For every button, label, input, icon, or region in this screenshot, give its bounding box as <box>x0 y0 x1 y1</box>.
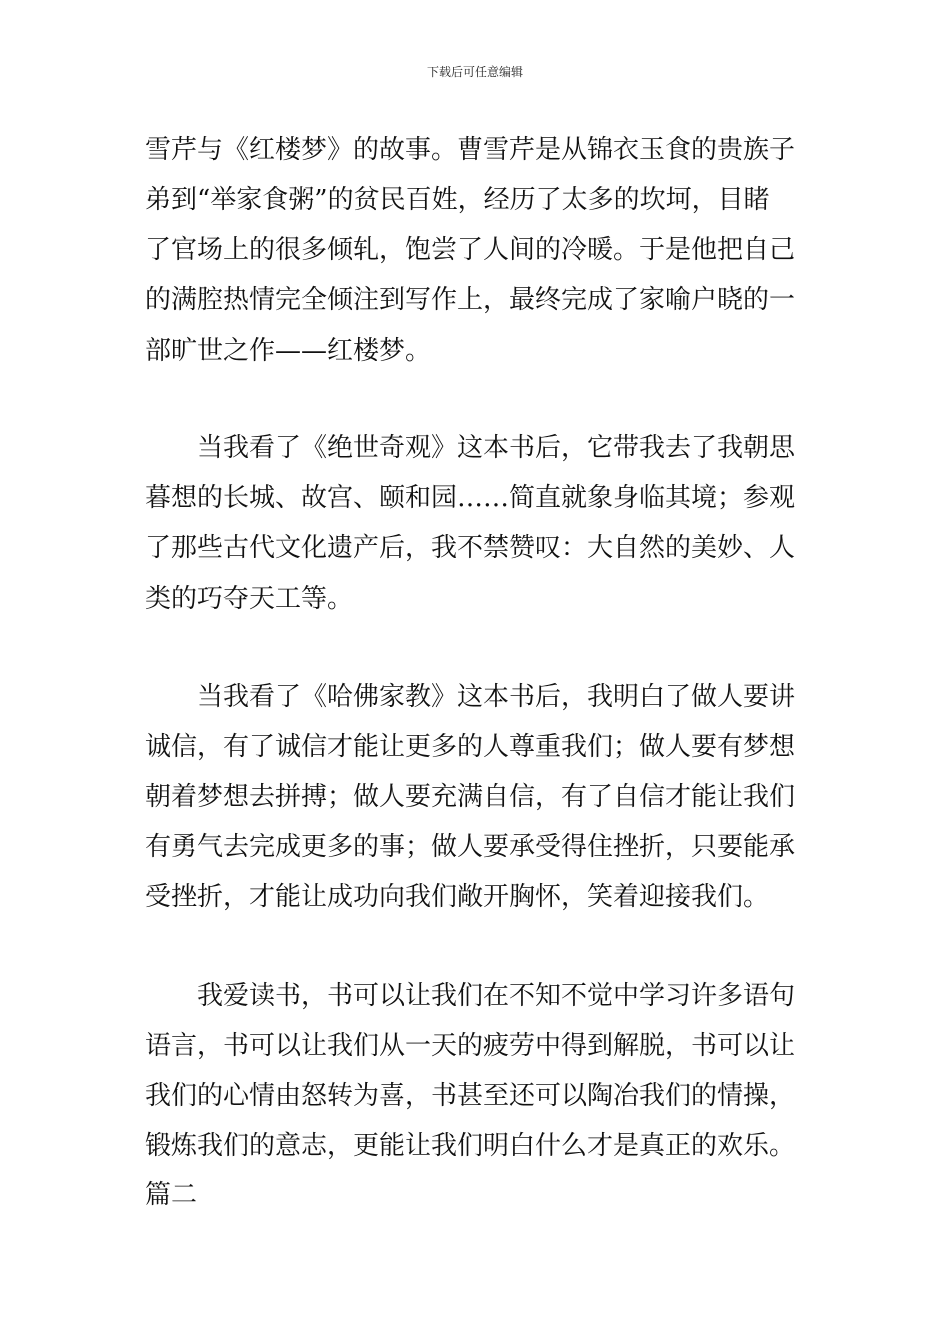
paragraph-4-line-3: 我们的心情由怒转为喜，书甚至还可以陶冶我们的情操， <box>145 1081 796 1111</box>
paragraph-4-line-2: 语言，书可以让我们从一天的疲劳中得到解脱，书可以让 <box>145 1031 796 1061</box>
paragraph-3-line-2: 诚信，有了诚信才能让更多的人尊重我们；做人要有梦想 <box>145 732 796 762</box>
paragraph-2-line-3: 了那些古代文化遗产后，我不禁赞叹：大自然的美妙、人 <box>145 533 796 563</box>
paragraph-4-line-1: 我爱读书，书可以让我们在不知不觉中学习许多语句 <box>197 981 796 1011</box>
paragraph-4-line-4: 锻炼我们的意志，更能让我们明白什么才是真正的欢乐。 <box>145 1131 796 1161</box>
paragraph-1-line-2: 弟到“举家食粥”的贫民百姓，经历了太多的坎坷，目睹 <box>145 185 770 215</box>
paragraph-1-line-4: 的满腔热情完全倾注到写作上，最终完成了家喻户晓的一 <box>145 285 796 315</box>
paragraph-3-line-1: 当我看了《哈佛家教》这本书后，我明白了做人要讲 <box>197 682 796 712</box>
paragraph-3-line-4: 有勇气去完成更多的事；做人要承受得住挫折，只要能承 <box>145 832 796 862</box>
paragraph-3-line-5: 受挫折，才能让成功向我们敞开胸怀，笑着迎接我们。 <box>145 882 770 912</box>
paragraph-1-line-3: 了官场上的很多倾轧，饱尝了人间的冷暖。于是他把自己 <box>145 235 796 265</box>
paragraph-2-line-4: 类的巧夺天工等。 <box>145 584 354 614</box>
paragraph-1-line-5: 部旷世之作——红楼梦。 <box>145 336 432 366</box>
paragraph-1-line-1: 雪芹与《红楼梦》的故事。曹雪芹是从锦衣玉食的贵族子 <box>145 135 796 165</box>
paragraph-3-line-3: 朝着梦想去拼搏；做人要充满自信，有了自信才能让我们 <box>145 782 796 812</box>
paragraph-2-line-2: 暮想的长城、故宫、颐和园……简直就象身临其境；参观 <box>145 483 796 513</box>
section-heading: 篇二 <box>145 1180 198 1210</box>
paragraph-2-line-1: 当我看了《绝世奇观》这本书后，它带我去了我朝思 <box>197 433 796 463</box>
page-header: 下载后可任意编辑 <box>426 65 523 79</box>
